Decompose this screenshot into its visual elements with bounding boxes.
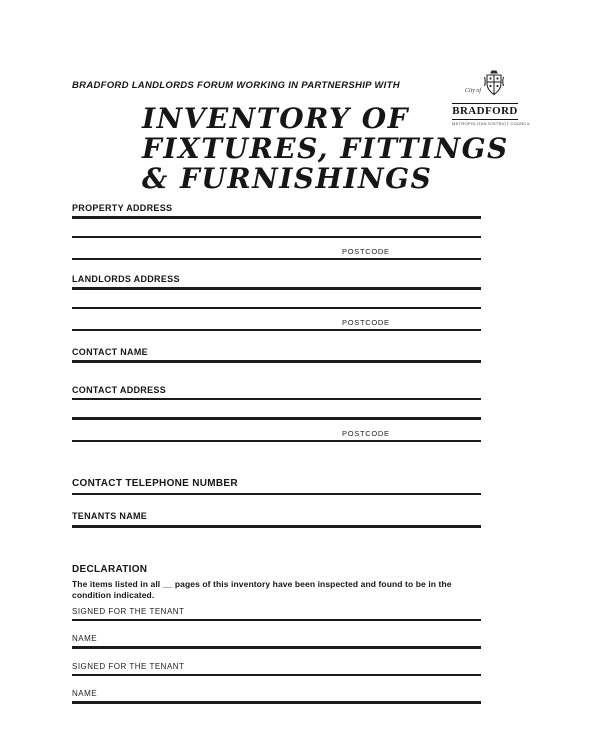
landlords-address-label: LANDLORDS ADDRESS bbox=[72, 274, 180, 284]
property-address-blank-line bbox=[72, 236, 481, 239]
tenant-signature-line-1 bbox=[72, 619, 481, 622]
partnership-heading: BRADFORD LANDLORDS FORUM WORKING IN PARTNERSHIP WITH bbox=[72, 80, 400, 91]
landlords-postcode-label: POSTCODE bbox=[342, 318, 390, 327]
property-address-label: PROPERTY ADDRESS bbox=[72, 203, 173, 213]
tenant-name-line-1 bbox=[72, 646, 481, 649]
title-line-1: INVENTORY OF bbox=[142, 102, 409, 135]
city-of-label: City of bbox=[464, 88, 482, 94]
title-line-2: FIXTURES, FITTINGS bbox=[142, 132, 509, 165]
contact-telephone-line bbox=[72, 493, 481, 496]
contact-name-line bbox=[72, 360, 481, 363]
property-postcode-line bbox=[72, 244, 481, 260]
contact-address-label: CONTACT ADDRESS bbox=[72, 384, 166, 395]
contact-postcode-line bbox=[72, 426, 481, 442]
logo-subtitle: METROPOLITAN DISTRICT COUNCIL bbox=[452, 121, 531, 126]
tenant-signature-label-1: SIGNED FOR THE TENANT bbox=[72, 606, 185, 616]
property-address-underline bbox=[72, 216, 481, 219]
contact-address-underline bbox=[72, 398, 481, 401]
tenants-name-label: TENANTS NAME bbox=[72, 511, 148, 521]
tenant-signature-label-2: SIGNED FOR THE TENANT bbox=[72, 661, 185, 671]
title-line-3: & FURNISHINGS bbox=[142, 162, 433, 195]
tenant-name-label-2: NAME bbox=[72, 689, 98, 698]
contact-postcode-label: POSTCODE bbox=[342, 428, 390, 438]
tenants-name-line bbox=[72, 525, 481, 528]
tenant-name-label-1: NAME bbox=[72, 634, 98, 643]
landlords-postcode-line bbox=[72, 315, 481, 331]
landlords-address-underline bbox=[72, 287, 481, 290]
property-postcode-label: POSTCODE bbox=[342, 247, 390, 256]
bradford-crest-icon bbox=[483, 70, 505, 102]
tenant-signature-line-2 bbox=[72, 674, 481, 677]
landlords-address-blank-line bbox=[72, 307, 481, 310]
declaration-text: The items listed in all __ pages of this inventory have been inspected and found to be in the condition indicated. bbox=[72, 578, 452, 600]
contact-name-label: CONTACT NAME bbox=[72, 347, 148, 357]
declaration-heading: DECLARATION bbox=[72, 563, 148, 575]
contact-telephone-label: CONTACT TELEPHONE NUMBER bbox=[72, 477, 238, 489]
contact-address-blank-line bbox=[72, 417, 481, 420]
tenant-name-line-2 bbox=[72, 701, 481, 704]
logo-name: BRADFORD bbox=[452, 103, 518, 120]
